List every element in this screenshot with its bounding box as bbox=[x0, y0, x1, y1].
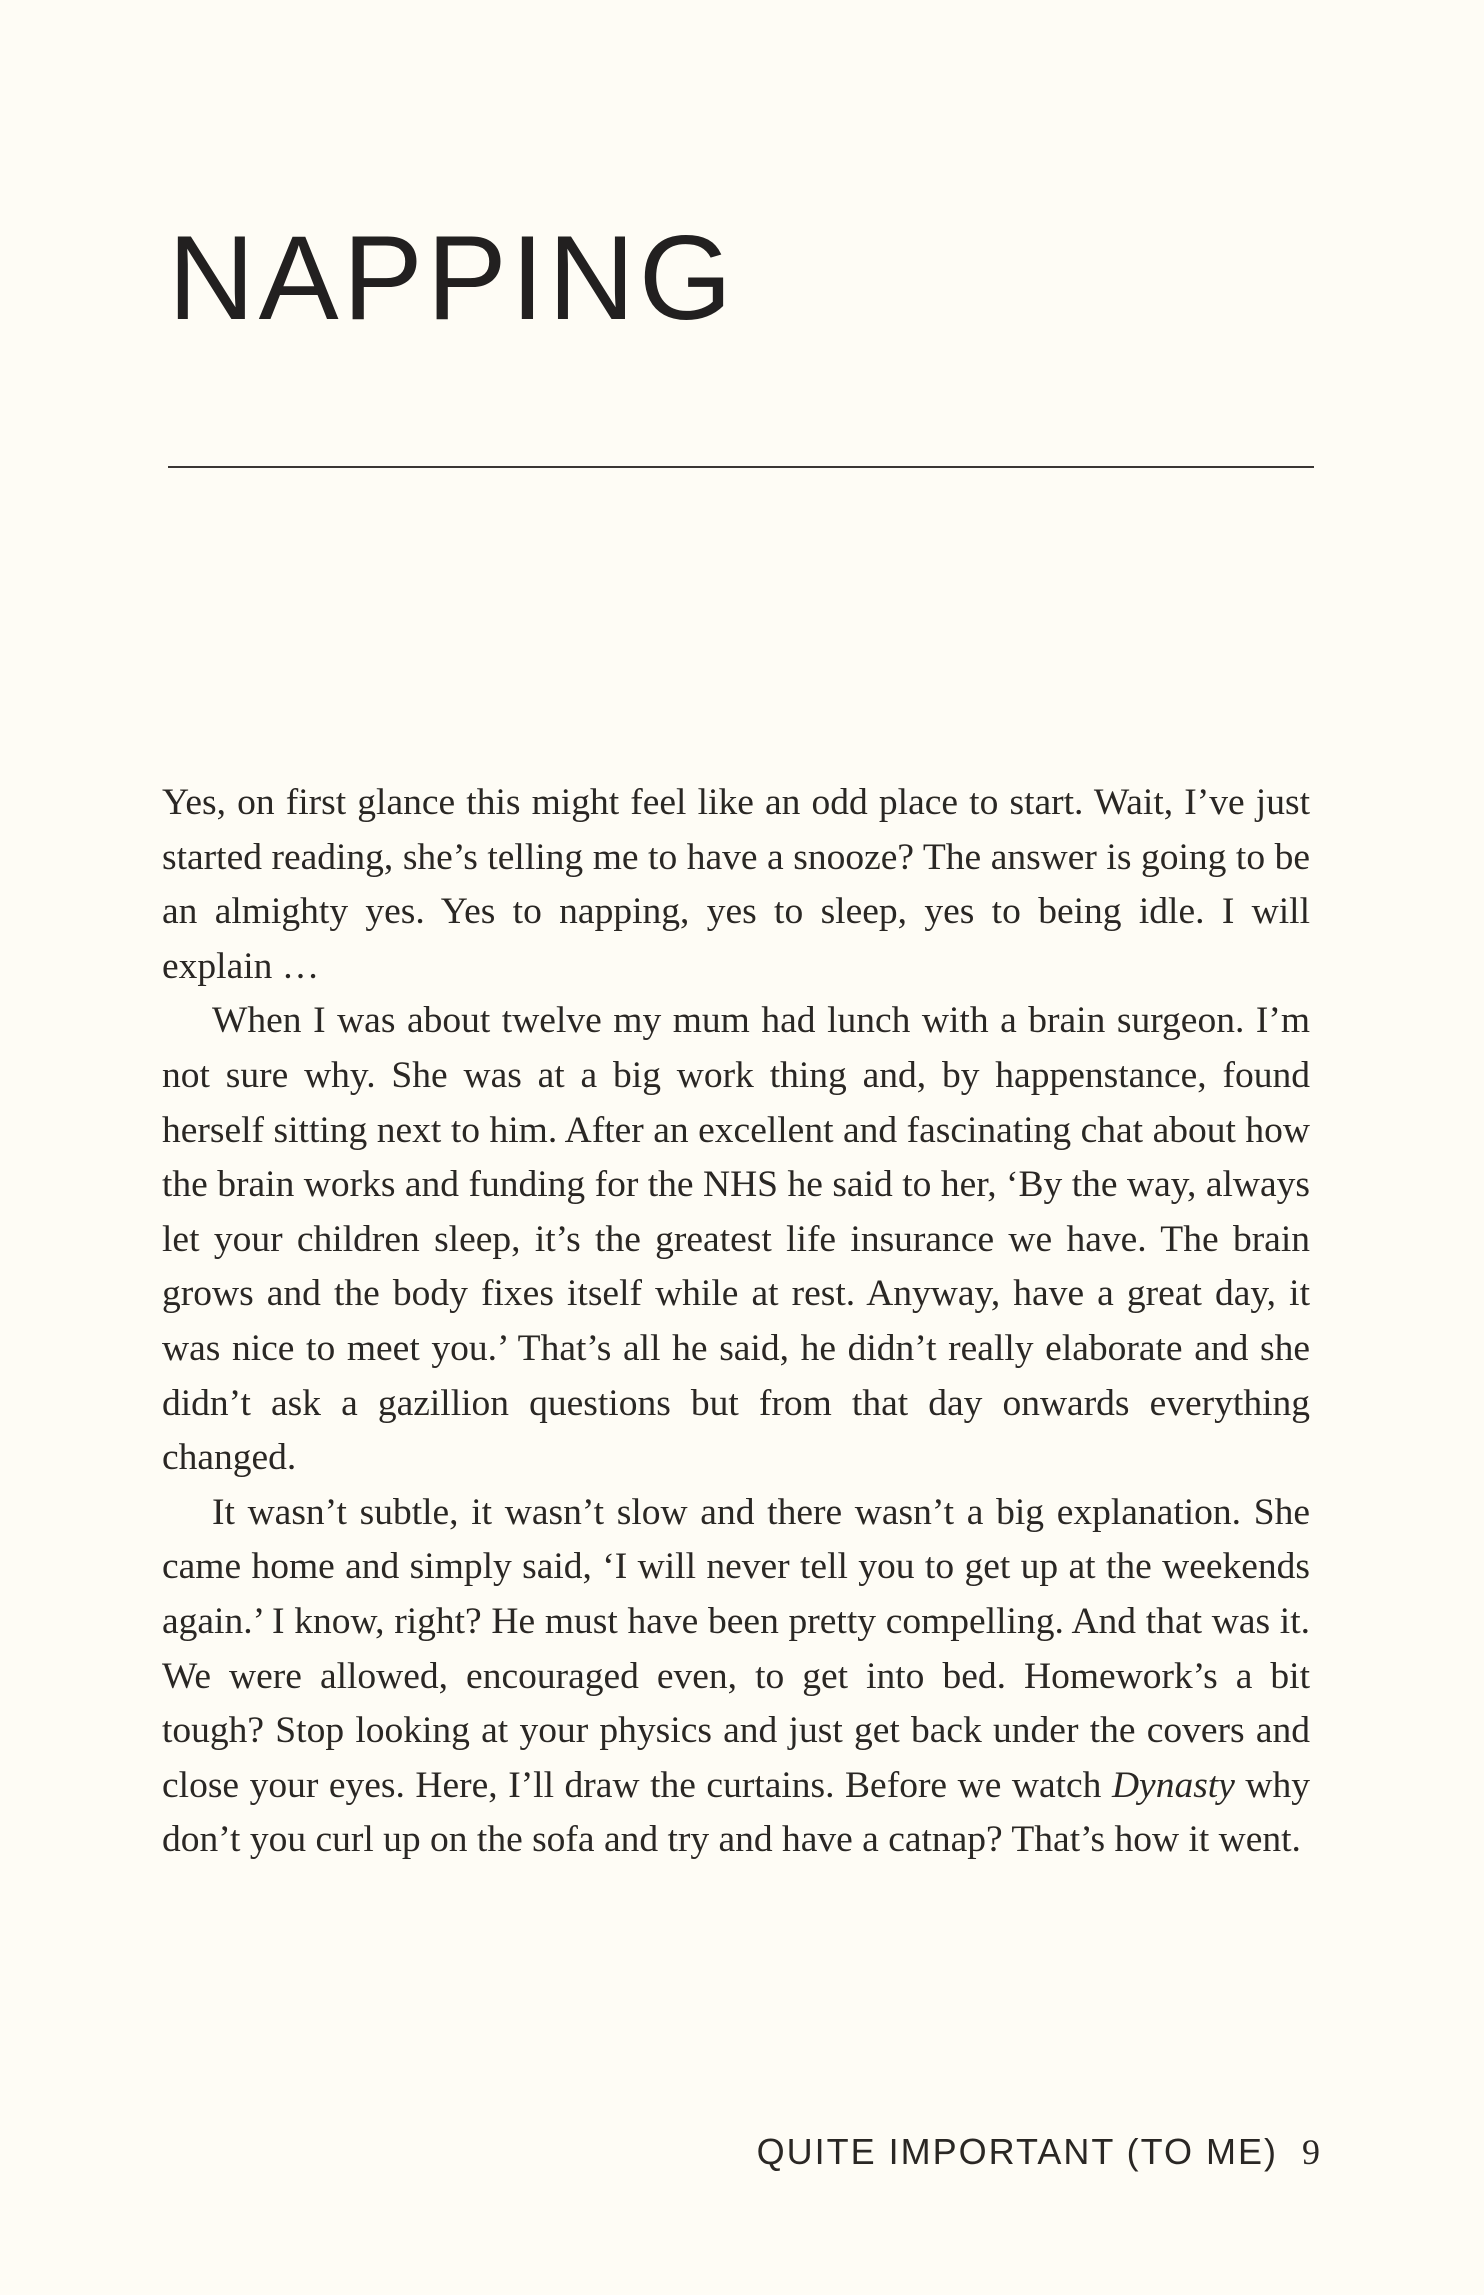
page-number: 9 bbox=[1302, 2132, 1320, 2172]
page-footer bbox=[756, 2131, 1320, 2172]
paragraph-text: why don’t you curl up on the sofa and try and have a catnap? That’s how it went. bbox=[162, 1764, 1310, 1861]
chapter-title: NAPPING bbox=[168, 211, 737, 345]
running-head: QUITE IMPORTANT (TO ME) bbox=[756, 2131, 1278, 2172]
paragraph-text: It wasn’t subtle, it wasn’t slow and there wasn’t a big explanation. She came home and simply said, ‘I will never tell you to get up at the weekends again.’ I know, right? He must have been pretty compelling. And that was it. We were allowed, encouraged even, to get into bed. Homework’s a bit tough? Stop looking at your physics and just get back under the covers and close your eyes. Here, I’ll draw the curtains. Before we watch bbox=[162, 1491, 1310, 1806]
paragraph bbox=[162, 1486, 1310, 1868]
paragraph: Yes, on first glance this might feel like an odd place to start. Wait, I’ve just started reading, she’s telling me to have a snooze? The answer is going to be an almighty yes. Yes to napping, yes to sleep, yes to being idle. I will explain … bbox=[162, 782, 1310, 987]
chapter-body bbox=[162, 776, 1310, 1868]
paragraph: When I was about twelve my mum had lunch with a brain surgeon. I’m not sure why. She was at a big work thing and, by happenstance, found herself sitting next to him. After an excellent and fascinating chat about how the brain works and funding for the NHS he said to her, ‘By the way, always let your children sleep, it’s the greatest life insurance we have. The brain grows and the body fixes itself while at rest. Anyway, have a great day, it was nice to meet you.’ That’s all he said, he didn’t really elaborate and she didn’t ask a gazillion questions but from that day onwards everything changed. bbox=[162, 1000, 1310, 1479]
title-divider bbox=[168, 466, 1314, 468]
italic-title: Dynasty bbox=[1111, 1764, 1235, 1806]
